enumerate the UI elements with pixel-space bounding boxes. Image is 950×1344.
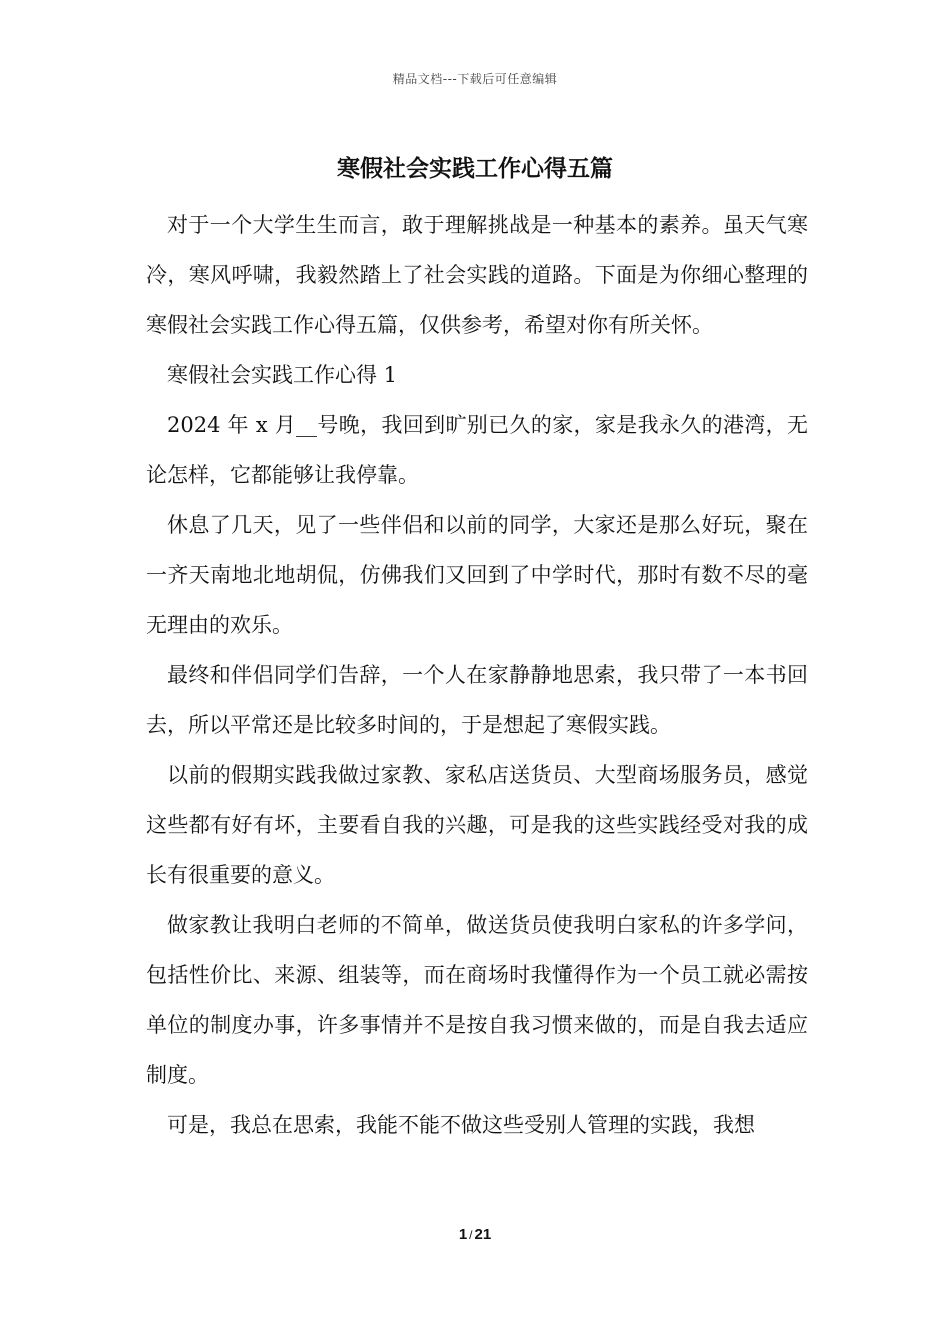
paragraph-intro: 对于一个大学生生而言，敢于理解挑战是一种基本的素养。虽天气寒冷，寒风呼啸，我毅然踏上了社会实践的道路。下面是为你细心整理的寒假社会实践工作心得五篇，仅供参考，希望对你有所关怀。	[146, 213, 808, 337]
page-total: 21	[474, 1226, 492, 1243]
document-title: 寒假社会实践工作心得五篇	[337, 155, 613, 182]
paragraph: 可是，我总在思索，我能不能不做这些受别人管理的实践，我想	[167, 1113, 755, 1137]
paragraph: 最终和伴侣同学们告辞，一个人在家静静地思索，我只带了一本书回去，所以平常还是比较多时间的，于是想起了寒假实践。	[146, 663, 808, 737]
paragraph: 做家教让我明白老师的不简单，做送货员使我明白家私的许多学问，包括性价比、来源、组装等，而在商场时我懂得作为一个员工就必需按单位的制度办事，许多事情并不是按自我习惯来做的，而是自我去适应制度。	[146, 913, 808, 1087]
section-heading: 寒假社会实践工作心得 1	[167, 363, 398, 387]
paragraph: 休息了几天，见了一些伴侣和以前的同学，大家还是那么好玩，聚在一齐天南地北地胡侃，仿佛我们又回到了中学时代，那时有数不尽的毫无理由的欢乐。	[146, 513, 808, 637]
paragraph: 以前的假期实践我做过家教、家私店送货员、大型商场服务员，感觉这些都有好有坏，主要看自我的兴趣，可是我的这些实践经受对我的成长有很重要的意义。	[146, 763, 808, 887]
document-body	[146, 200, 808, 1150]
page-number	[0, 1226, 950, 1243]
page-separator: /	[469, 1228, 473, 1242]
paragraph: 2024 年 x 月__号晚，我回到旷别已久的家，家是我永久的港湾，无论怎样，它都能够让我停靠。	[146, 413, 808, 487]
page-header: 精品文档---下载后可任意编辑	[392, 72, 558, 86]
page-current: 1	[458, 1226, 468, 1243]
